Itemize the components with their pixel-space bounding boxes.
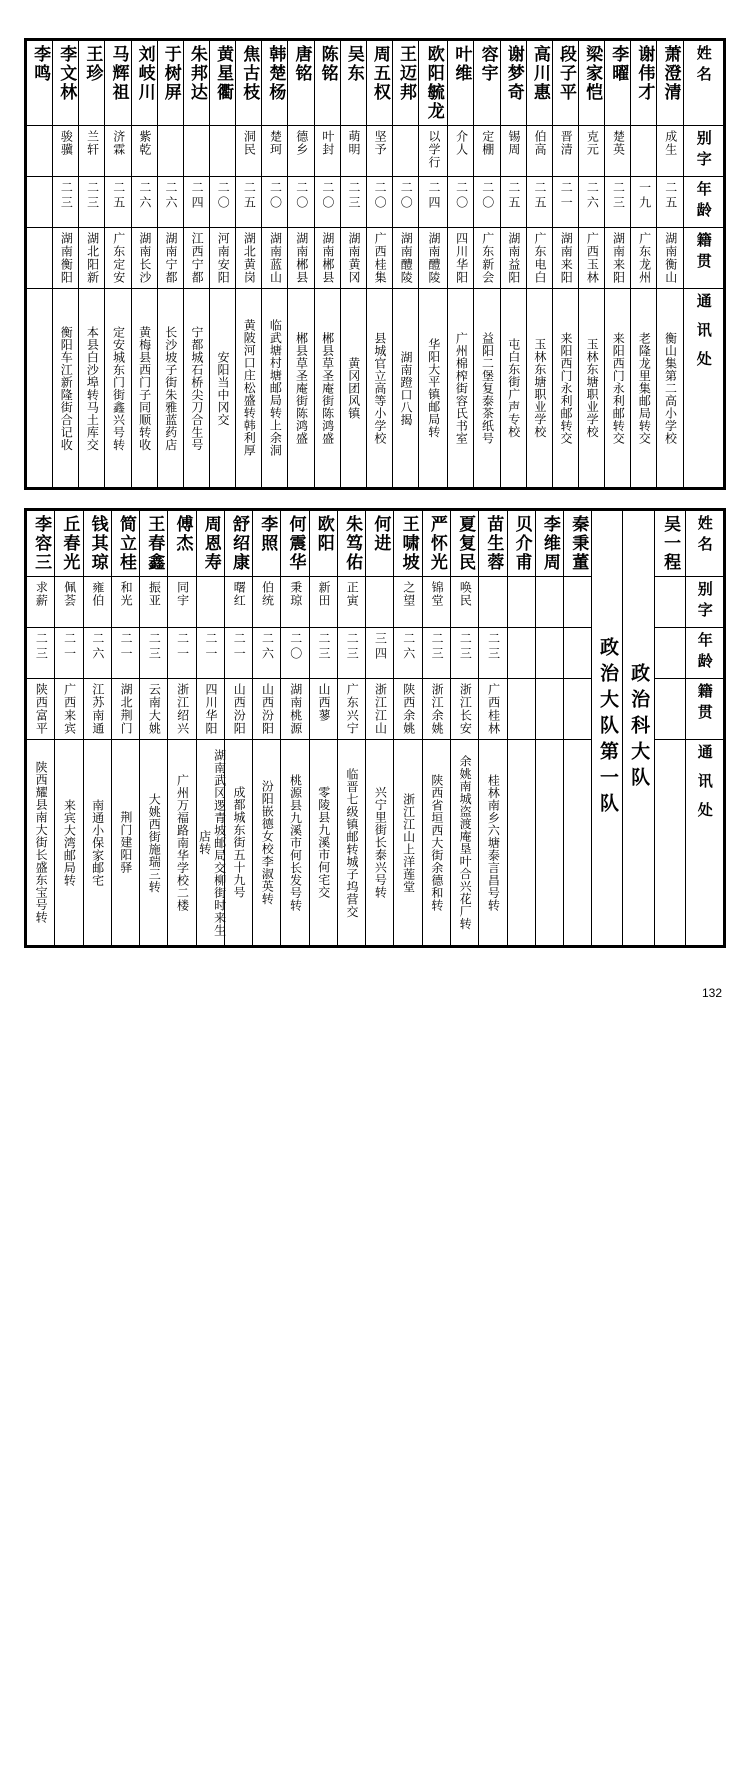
cell-alias: 坚予 bbox=[366, 126, 392, 177]
cell-name bbox=[236, 41, 262, 126]
cell-age: 二〇 bbox=[262, 177, 288, 228]
cell-age: 二三 bbox=[27, 628, 55, 679]
student-name: 李鸣 bbox=[30, 45, 51, 83]
cell-age: 二三 bbox=[337, 628, 365, 679]
cell-address: 广州棉榨街容氏书室 bbox=[448, 289, 474, 488]
cell-name bbox=[337, 511, 365, 577]
cell-alias: 济霖 bbox=[105, 126, 131, 177]
cell-native: 广东新会 bbox=[474, 228, 500, 289]
cell-address: 衡山集第二高小学校 bbox=[657, 289, 683, 488]
cell-age: 二六 bbox=[83, 628, 111, 679]
cell-address: 浙江江山上洋莲堂 bbox=[394, 740, 422, 946]
cell-alias: 同宇 bbox=[168, 577, 196, 628]
student-name: 王迈邦 bbox=[396, 45, 417, 102]
cell-native: 湖南衡阳 bbox=[53, 228, 79, 289]
cell-native: 陕西余姚 bbox=[394, 679, 422, 740]
cell-age: 二五 bbox=[526, 177, 552, 228]
cell-address: 南通小保家邮宅 bbox=[83, 740, 111, 946]
cell-native: 湖南醴陵 bbox=[419, 228, 448, 289]
cell-age: 二六 bbox=[253, 628, 281, 679]
cell-native: 广西玉林 bbox=[579, 228, 605, 289]
cell-age: 二一 bbox=[168, 628, 196, 679]
cell-native: 浙江余姚 bbox=[422, 679, 450, 740]
cell-address bbox=[654, 740, 685, 946]
cell-address: 桃源县九溪市何长发号转 bbox=[281, 740, 309, 946]
student-name: 周恩寿 bbox=[200, 515, 221, 572]
cell-alias: 楚珂 bbox=[262, 126, 288, 177]
cell-native: 湖南长沙 bbox=[131, 228, 157, 289]
cell-age bbox=[564, 628, 592, 679]
cell-name bbox=[157, 41, 183, 126]
cell-age bbox=[507, 628, 535, 679]
cell-alias: 求薪 bbox=[27, 577, 55, 628]
cell-name bbox=[53, 41, 79, 126]
cell-address: 宁都城石桥尖刀合生号 bbox=[183, 289, 209, 488]
cell-age: 一九 bbox=[631, 177, 657, 228]
student-name: 段子平 bbox=[555, 45, 576, 102]
student-name: 陈铭 bbox=[317, 45, 338, 83]
cell-native: 浙江绍兴 bbox=[168, 679, 196, 740]
cell-native: 湖南醴陵 bbox=[392, 228, 418, 289]
student-name: 钱其琼 bbox=[87, 515, 108, 572]
cell-age bbox=[535, 628, 563, 679]
student-name: 焦古枝 bbox=[239, 45, 260, 102]
table-row-age-top bbox=[27, 177, 724, 228]
cell-alias: 定棚 bbox=[474, 126, 500, 177]
cell-name bbox=[183, 41, 209, 126]
cell-alias bbox=[27, 126, 53, 177]
cell-age: 二三 bbox=[422, 628, 450, 679]
student-name: 舒绍康 bbox=[229, 515, 249, 572]
roster-table-top bbox=[24, 38, 726, 490]
cell-alias: 正寅 bbox=[337, 577, 365, 628]
cell-alias: 叶封 bbox=[314, 126, 340, 177]
cell-alias bbox=[654, 577, 685, 628]
roster-table-bottom bbox=[24, 508, 726, 948]
cell-address: 桂林南乡六塘泰言昌号转 bbox=[479, 740, 507, 946]
cell-age: 二六 bbox=[157, 177, 183, 228]
student-name: 周五权 bbox=[369, 45, 390, 102]
cell-age: 二〇 bbox=[314, 177, 340, 228]
cell-name bbox=[605, 41, 631, 126]
student-name: 黄星衢 bbox=[213, 45, 234, 102]
cell-name bbox=[507, 511, 535, 577]
cell-age: 二五 bbox=[657, 177, 683, 228]
cell-alias: 紫乾 bbox=[131, 126, 157, 177]
cell-native: 浙江江山 bbox=[366, 679, 394, 740]
cell-alias bbox=[507, 577, 535, 628]
cell-alias bbox=[392, 126, 418, 177]
cell-name bbox=[27, 41, 53, 126]
student-name: 王春鑫 bbox=[144, 515, 165, 572]
cell-age: 三四 bbox=[366, 628, 394, 679]
cell-name bbox=[552, 41, 578, 126]
student-name: 傅杰 bbox=[172, 515, 193, 553]
cell-native: 广东电白 bbox=[526, 228, 552, 289]
cell-alias: 克元 bbox=[579, 126, 605, 177]
cell-address: 汾阳嵌德女校李淑英转 bbox=[253, 740, 281, 946]
cell-address: 余姚南城盗渡庵垦叶合兴花厂转 bbox=[450, 740, 478, 946]
student-name: 萧澄清 bbox=[660, 45, 681, 102]
cell-address: 屯白东街广声专校 bbox=[500, 289, 526, 488]
cell-name bbox=[654, 511, 685, 577]
cell-alias bbox=[631, 126, 657, 177]
student-name: 何震华 bbox=[285, 515, 306, 572]
cell-native: 湖北阳新 bbox=[79, 228, 105, 289]
cell-address: 玉林东塘职业学校 bbox=[526, 289, 552, 488]
student-name: 唐铭 bbox=[291, 45, 312, 83]
cell-native: 陕西富平 bbox=[27, 679, 55, 740]
cell-age: 二〇 bbox=[366, 177, 392, 228]
cell-alias bbox=[366, 577, 394, 628]
cell-name bbox=[422, 511, 450, 577]
table-row-native-top bbox=[27, 228, 724, 289]
student-name: 谢梦奇 bbox=[503, 45, 524, 102]
student-name: 李文林 bbox=[56, 45, 77, 102]
cell-native: 江西宁都 bbox=[183, 228, 209, 289]
table-row-address-top bbox=[27, 289, 724, 488]
cell-address: 县城官立高等小学校 bbox=[366, 289, 392, 488]
cell-age: 二五 bbox=[500, 177, 526, 228]
cell-alias bbox=[196, 577, 224, 628]
cell-name bbox=[79, 41, 105, 126]
cell-address: 老隆龙里集邮局转交 bbox=[631, 289, 657, 488]
student-name: 于树屏 bbox=[160, 45, 181, 102]
cell-alias: 洞民 bbox=[236, 126, 262, 177]
cell-name bbox=[27, 511, 55, 577]
column-header-age: 年龄 bbox=[685, 628, 723, 679]
student-name: 容宇 bbox=[477, 45, 498, 83]
cell-alias: 楚英 bbox=[605, 126, 631, 177]
cell-native: 河南安阳 bbox=[209, 228, 235, 289]
cell-address: 陕西省垣西大街余德和转 bbox=[422, 740, 450, 946]
cell-native: 湖南郴县 bbox=[288, 228, 314, 289]
cell-native: 湖北黄岗 bbox=[236, 228, 262, 289]
cell-alias: 介人 bbox=[448, 126, 474, 177]
cell-name bbox=[209, 41, 235, 126]
cell-native: 湖南来阳 bbox=[605, 228, 631, 289]
cell-native: 广西桂集 bbox=[366, 228, 392, 289]
cell-native: 山西蓼 bbox=[309, 679, 337, 740]
cell-name bbox=[340, 41, 366, 126]
student-name: 朱邦达 bbox=[186, 45, 207, 102]
cell-age: 二〇 bbox=[281, 628, 309, 679]
cell-name bbox=[314, 41, 340, 126]
cell-native bbox=[564, 679, 592, 740]
cell-native: 湖南宁都 bbox=[157, 228, 183, 289]
cell-name bbox=[196, 511, 224, 577]
cell-native: 云南大姚 bbox=[140, 679, 168, 740]
column-header-alias: 别字 bbox=[685, 577, 723, 628]
cell-address: 湖南蹬口八揭 bbox=[392, 289, 418, 488]
cell-age: 二一 bbox=[224, 628, 252, 679]
student-name: 梁家恺 bbox=[582, 45, 603, 102]
cell-alias: 和光 bbox=[111, 577, 139, 628]
cell-age: 二三 bbox=[450, 628, 478, 679]
cell-name bbox=[366, 511, 394, 577]
cell-name bbox=[526, 41, 552, 126]
student-name: 何进 bbox=[370, 515, 391, 553]
cell-age: 二五 bbox=[105, 177, 131, 228]
cell-address bbox=[564, 740, 592, 946]
table-row-name-bottom bbox=[27, 511, 724, 577]
cell-name bbox=[579, 41, 605, 126]
roster-grid-bottom bbox=[26, 510, 724, 946]
cell-name bbox=[631, 41, 657, 126]
cell-native: 广西桂林 bbox=[479, 679, 507, 740]
cell-native: 湖南郴县 bbox=[314, 228, 340, 289]
cell-alias bbox=[479, 577, 507, 628]
cell-age: 二〇 bbox=[474, 177, 500, 228]
student-name: 王啸坡 bbox=[398, 515, 419, 572]
cell-native: 湖南桃源 bbox=[281, 679, 309, 740]
cell-name bbox=[392, 41, 418, 126]
cell-name bbox=[168, 511, 196, 577]
student-name: 高川惠 bbox=[529, 45, 550, 102]
cell-name bbox=[366, 41, 392, 126]
student-name: 秦秉董 bbox=[568, 515, 589, 572]
column-header-native: 籍贯 bbox=[683, 228, 723, 289]
student-name: 苗生蓉 bbox=[483, 515, 504, 572]
cell-name bbox=[450, 511, 478, 577]
cell-address: 来阳西门永利邮转交 bbox=[552, 289, 578, 488]
cell-alias: 佩荟 bbox=[55, 577, 83, 628]
cell-address: 郴县草圣庵街陈鸿盛 bbox=[288, 289, 314, 488]
cell-native: 湖南蓝山 bbox=[262, 228, 288, 289]
cell-native: 山西汾阳 bbox=[253, 679, 281, 740]
student-name: 李曜 bbox=[608, 45, 629, 83]
cell-age: 二〇 bbox=[209, 177, 235, 228]
cell-address: 定安城东门街鑫兴号转 bbox=[105, 289, 131, 488]
cell-address: 来阳西门永利邮转交 bbox=[605, 289, 631, 488]
cell-alias: 新田 bbox=[309, 577, 337, 628]
student-name: 韩楚杨 bbox=[265, 45, 286, 102]
cell-age: 二三 bbox=[309, 628, 337, 679]
cell-address bbox=[27, 289, 53, 488]
cell-alias: 骏骥 bbox=[53, 126, 79, 177]
cell-native: 湖南益阳 bbox=[500, 228, 526, 289]
cell-name bbox=[140, 511, 168, 577]
group-title-sub: 政治大队第一队 bbox=[592, 511, 623, 946]
cell-alias: 萌明 bbox=[340, 126, 366, 177]
cell-alias: 以学行 bbox=[419, 126, 448, 177]
cell-address: 大姚西街施瑞三转 bbox=[140, 740, 168, 946]
cell-age bbox=[27, 177, 53, 228]
cell-native: 广东龙州 bbox=[631, 228, 657, 289]
cell-name bbox=[657, 41, 683, 126]
cell-alias bbox=[564, 577, 592, 628]
cell-name bbox=[535, 511, 563, 577]
column-header-native: 籍贯 bbox=[685, 679, 723, 740]
cell-address: 长沙坡子街朱雅蓝药店 bbox=[157, 289, 183, 488]
page-number: 132 bbox=[701, 986, 722, 1000]
cell-address: 玉林东塘职业学校 bbox=[579, 289, 605, 488]
cell-age: 二一 bbox=[55, 628, 83, 679]
cell-name bbox=[111, 511, 139, 577]
column-header-address: 通讯处 bbox=[685, 740, 723, 946]
column-header-address: 通讯处 bbox=[683, 289, 723, 488]
column-header-age: 年龄 bbox=[683, 177, 723, 228]
student-name: 叶维 bbox=[451, 45, 472, 83]
cell-address: 兴宁里街长泰兴号转 bbox=[366, 740, 394, 946]
cell-alias: 伯统 bbox=[253, 577, 281, 628]
cell-address: 临晋七级镇邮转城子坞营交 bbox=[337, 740, 365, 946]
cell-age: 二三 bbox=[140, 628, 168, 679]
cell-alias: 德乡 bbox=[288, 126, 314, 177]
student-name: 吴东 bbox=[343, 45, 364, 83]
cell-address: 零陵县九溪市何宅交 bbox=[309, 740, 337, 946]
student-name: 李照 bbox=[257, 515, 278, 553]
cell-native bbox=[654, 679, 685, 740]
cell-address: 临武塘村塘邮局转上余洞 bbox=[262, 289, 288, 488]
cell-alias: 曙红 bbox=[224, 577, 252, 628]
cell-native bbox=[535, 679, 563, 740]
cell-native bbox=[507, 679, 535, 740]
student-name: 李容三 bbox=[31, 515, 52, 572]
cell-address: 黄陂河口庄松盛转韩利厚 bbox=[236, 289, 262, 488]
column-header-name: 姓名 bbox=[685, 511, 723, 577]
cell-address bbox=[507, 740, 535, 946]
table-row-name-top bbox=[27, 41, 724, 126]
cell-age: 二三 bbox=[53, 177, 79, 228]
cell-alias: 雍伯 bbox=[83, 577, 111, 628]
cell-native: 广东兴宁 bbox=[337, 679, 365, 740]
column-header-alias: 别字 bbox=[683, 126, 723, 177]
cell-alias: 兰轩 bbox=[79, 126, 105, 177]
group-title-main: 政治科大队 bbox=[623, 511, 654, 946]
cell-age: 二〇 bbox=[448, 177, 474, 228]
cell-native: 四川华阳 bbox=[448, 228, 474, 289]
student-name: 马辉祖 bbox=[108, 45, 129, 102]
cell-age: 二六 bbox=[131, 177, 157, 228]
cell-name bbox=[448, 41, 474, 126]
cell-alias bbox=[183, 126, 209, 177]
cell-name bbox=[262, 41, 288, 126]
cell-native: 浙江长安 bbox=[450, 679, 478, 740]
cell-age: 二三 bbox=[605, 177, 631, 228]
cell-address: 黄冈团风镇 bbox=[340, 289, 366, 488]
cell-native: 广东定安 bbox=[105, 228, 131, 289]
cell-age: 二一 bbox=[196, 628, 224, 679]
cell-address: 陕西耀县南大街长盛东宝号转 bbox=[27, 740, 55, 946]
cell-native: 湖北荆门 bbox=[111, 679, 139, 740]
cell-name bbox=[309, 511, 337, 577]
student-name: 夏复民 bbox=[455, 515, 476, 572]
cell-alias: 晋清 bbox=[552, 126, 578, 177]
cell-native: 山西汾阳 bbox=[224, 679, 252, 740]
cell-alias bbox=[209, 126, 235, 177]
cell-native bbox=[27, 228, 53, 289]
cell-age: 二一 bbox=[111, 628, 139, 679]
cell-name bbox=[253, 511, 281, 577]
cell-age: 二六 bbox=[394, 628, 422, 679]
cell-address: 成都城东街五十九号 bbox=[224, 740, 252, 946]
cell-address: 安阳当中冈交 bbox=[209, 289, 235, 488]
cell-native: 湖南来阳 bbox=[552, 228, 578, 289]
roster-grid-top bbox=[26, 40, 724, 488]
cell-alias: 锦堂 bbox=[422, 577, 450, 628]
cell-name bbox=[288, 41, 314, 126]
cell-name bbox=[131, 41, 157, 126]
cell-alias: 伯高 bbox=[526, 126, 552, 177]
cell-address: 湖南武冈逻青坡邮局交柳街时来生店转 bbox=[196, 740, 224, 946]
cell-address: 黄梅县西门子同顺转收 bbox=[131, 289, 157, 488]
student-name: 李维周 bbox=[539, 515, 560, 572]
cell-name bbox=[564, 511, 592, 577]
cell-alias: 成生 bbox=[657, 126, 683, 177]
table-row-alias-top bbox=[27, 126, 724, 177]
cell-alias: 锡周 bbox=[500, 126, 526, 177]
student-name: 欧阳 bbox=[313, 515, 334, 553]
cell-age: 二三 bbox=[79, 177, 105, 228]
cell-name bbox=[83, 511, 111, 577]
cell-address: 来宾大湾邮局转 bbox=[55, 740, 83, 946]
cell-age: 二〇 bbox=[288, 177, 314, 228]
cell-age: 二三 bbox=[479, 628, 507, 679]
cell-address: 华阳大平镇邮局转 bbox=[419, 289, 448, 488]
cell-address: 衡阳车江新隆街合记收 bbox=[53, 289, 79, 488]
cell-native: 广西来宾 bbox=[55, 679, 83, 740]
cell-name bbox=[474, 41, 500, 126]
cell-age: 二六 bbox=[579, 177, 605, 228]
cell-alias: 秉琼 bbox=[281, 577, 309, 628]
cell-alias bbox=[535, 577, 563, 628]
student-name: 谢伟才 bbox=[634, 45, 655, 102]
cell-age bbox=[654, 628, 685, 679]
cell-name bbox=[419, 41, 448, 126]
cell-address: 荆门建阳驿 bbox=[111, 740, 139, 946]
cell-address bbox=[535, 740, 563, 946]
cell-age: 二四 bbox=[183, 177, 209, 228]
student-name: 王珍 bbox=[82, 45, 103, 83]
cell-name bbox=[55, 511, 83, 577]
column-header-name: 姓名 bbox=[683, 41, 723, 126]
cell-address: 广州万福路南华学校二楼 bbox=[168, 740, 196, 946]
student-name: 朱笃佑 bbox=[342, 515, 363, 572]
cell-age: 二一 bbox=[552, 177, 578, 228]
cell-address: 益阳二堡复泰茶纸号 bbox=[474, 289, 500, 488]
student-name: 吴一程 bbox=[660, 515, 681, 572]
cell-alias bbox=[157, 126, 183, 177]
cell-age: 二三 bbox=[340, 177, 366, 228]
student-name: 贝介甫 bbox=[511, 515, 532, 572]
cell-native: 江苏南通 bbox=[83, 679, 111, 740]
cell-age: 二〇 bbox=[392, 177, 418, 228]
cell-age: 二四 bbox=[419, 177, 448, 228]
cell-name bbox=[281, 511, 309, 577]
cell-name bbox=[105, 41, 131, 126]
student-name: 严怀光 bbox=[426, 515, 447, 572]
cell-age: 二五 bbox=[236, 177, 262, 228]
cell-native: 湖南黄冈 bbox=[340, 228, 366, 289]
cell-name bbox=[500, 41, 526, 126]
cell-name bbox=[479, 511, 507, 577]
cell-name bbox=[394, 511, 422, 577]
cell-alias: 振亚 bbox=[140, 577, 168, 628]
cell-alias: 之望 bbox=[394, 577, 422, 628]
cell-name bbox=[224, 511, 252, 577]
student-name: 欧阳毓龙 bbox=[423, 45, 444, 121]
student-name: 丘春光 bbox=[59, 515, 80, 572]
cell-native: 湖南衡山 bbox=[657, 228, 683, 289]
student-name: 简立桂 bbox=[115, 515, 136, 572]
cell-native: 四川华阳 bbox=[196, 679, 224, 740]
cell-address: 本县白沙埠转马土库交 bbox=[79, 289, 105, 488]
cell-alias: 唤民 bbox=[450, 577, 478, 628]
cell-address: 郴县草圣庵街陈鸿盛 bbox=[314, 289, 340, 488]
student-name: 刘岐川 bbox=[134, 45, 155, 102]
